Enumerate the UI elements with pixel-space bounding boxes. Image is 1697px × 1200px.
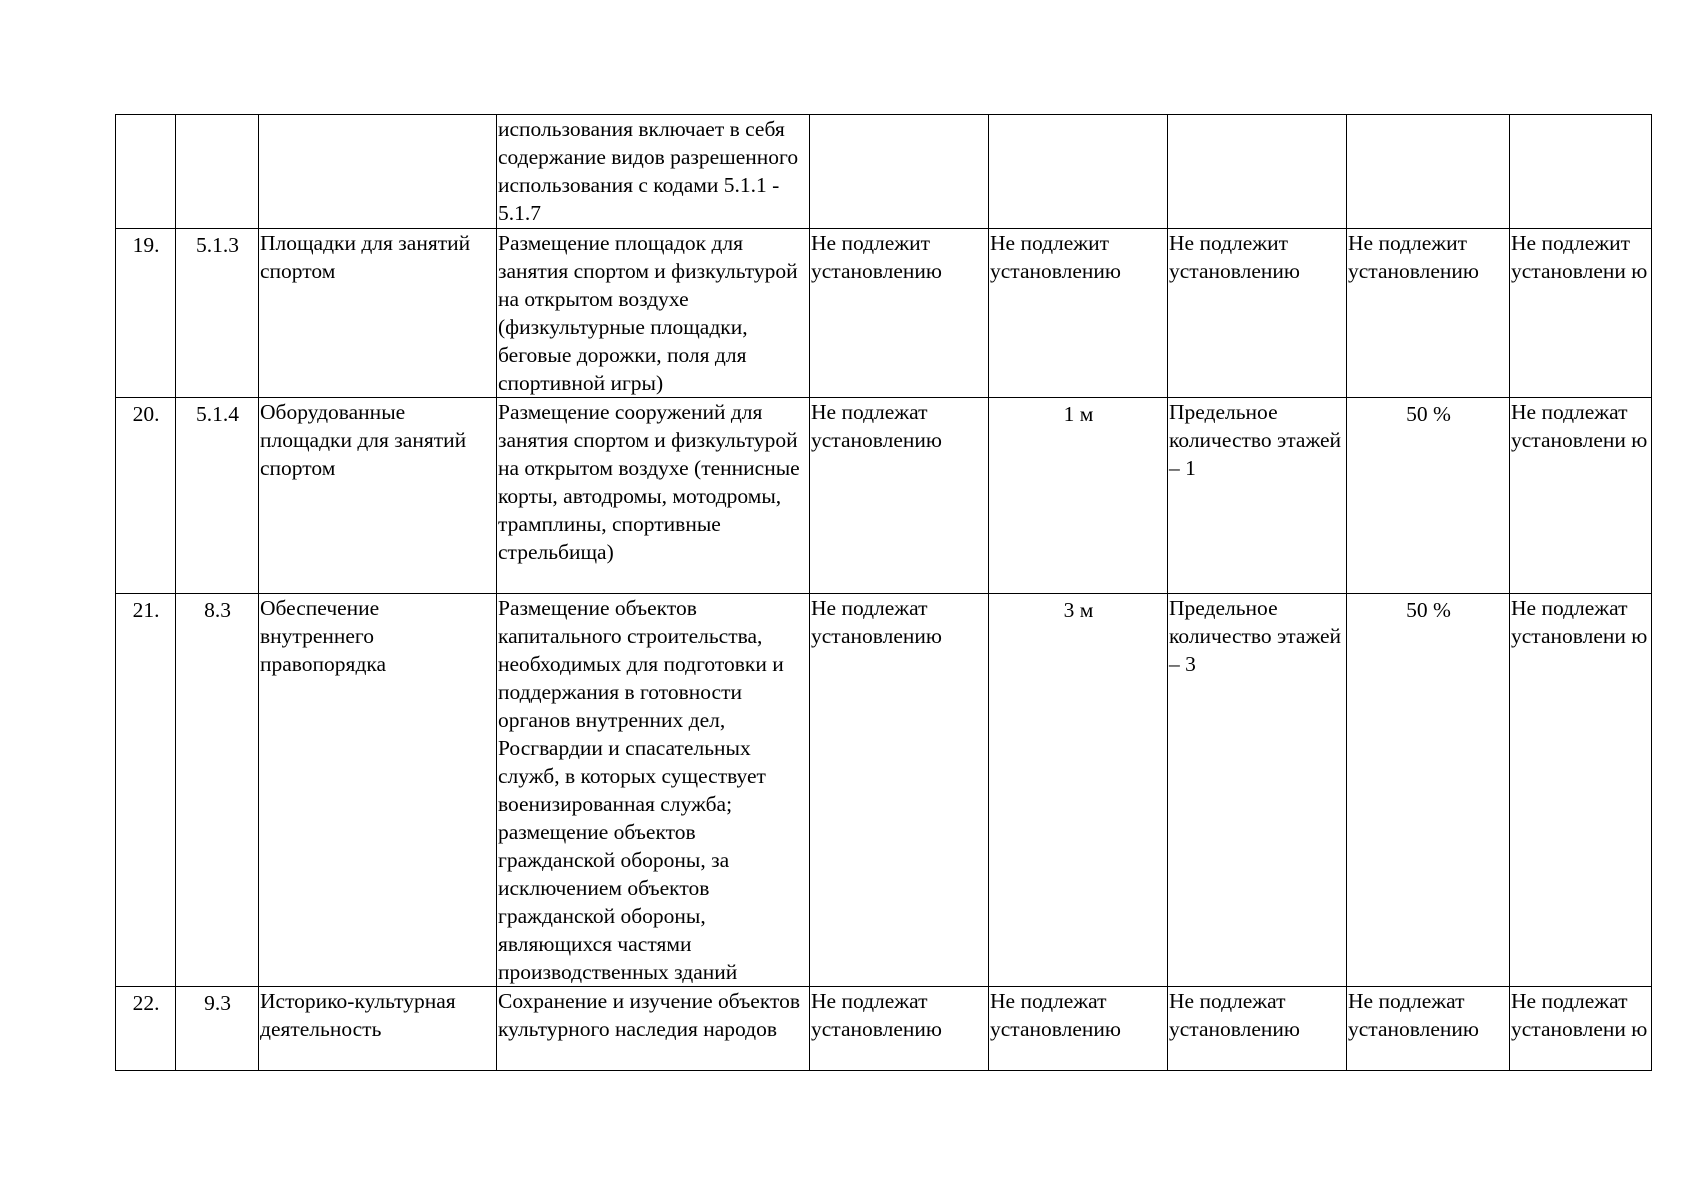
name-cell (259, 229, 497, 398)
use-description: Размещение площадок для занятия спортом и физкультурой на открытом воздухе (физкультурные площадки, беговые дорожки, поля для спортивной игры) (498, 231, 798, 395)
param-cell-8 (1347, 115, 1510, 229)
param-cell-6 (989, 229, 1168, 398)
param-cell-5 (810, 594, 989, 987)
description-cell (497, 987, 810, 1071)
use-name: Историко-культурная деятельность (260, 989, 456, 1041)
param-cell-8 (1347, 398, 1510, 594)
row-number-cell (116, 229, 176, 398)
param-cell-9 (1510, 398, 1652, 594)
param-value-9: Не подлежат установлени ю (1511, 596, 1648, 648)
row-number-cell (116, 115, 176, 229)
table-row (116, 987, 1652, 1071)
description-cell (497, 115, 810, 229)
param-cell-6 (989, 115, 1168, 229)
param-value-8: 50 % (1406, 598, 1451, 622)
param-value-5: Не подлежат установлению (811, 989, 942, 1041)
param-value-9: Не подлежат установлени ю (1511, 989, 1648, 1041)
code-cell (176, 398, 259, 594)
param-cell-7 (1168, 594, 1347, 987)
use-code: 5.1.3 (196, 233, 239, 257)
table-row (116, 115, 1652, 229)
param-cell-5 (810, 229, 989, 398)
use-description: использования включает в себя содержание видов разрешенного использования с кодами 5.1.1 - 5.1.7 (498, 117, 799, 225)
param-value-9: Не подлежит установлени ю (1511, 231, 1648, 283)
param-cell-5 (810, 987, 989, 1071)
row-number: 19. (132, 233, 160, 257)
table-row (116, 398, 1652, 594)
param-value-8: Не подлежат установлению (1348, 989, 1479, 1041)
param-value-7: Не подлежат установлению (1169, 989, 1300, 1041)
param-value-6: Не подлежит установлению (990, 231, 1121, 283)
table-row (116, 229, 1652, 398)
code-cell (176, 594, 259, 987)
param-value-7: Предельное количество этажей – 1 (1169, 400, 1342, 480)
param-cell-5 (810, 398, 989, 594)
use-name: Обеспечение внутреннего правопорядка (260, 596, 387, 676)
table-row (116, 594, 1652, 987)
param-value-7: Не подлежит установлению (1169, 231, 1300, 283)
param-value-5: Не подлежат установлению (811, 400, 942, 452)
use-name: Площадки для занятий спортом (260, 231, 471, 283)
use-name: Оборудованные площадки для занятий спортом (260, 400, 467, 480)
row-number-cell (116, 594, 176, 987)
description-cell (497, 398, 810, 594)
use-description: Сохранение и изучение объектов культурного наследия народов (498, 989, 801, 1041)
param-cell-7 (1168, 398, 1347, 594)
param-value-7: Предельное количество этажей – 3 (1169, 596, 1342, 676)
param-cell-6 (989, 398, 1168, 594)
code-cell (176, 115, 259, 229)
regulations-table (115, 114, 1652, 1071)
param-value-5: Не подлежат установлению (811, 596, 942, 648)
code-cell (176, 987, 259, 1071)
param-value-8: Не подлежит установлению (1348, 231, 1479, 283)
use-code: 5.1.4 (196, 402, 239, 426)
use-code: 8.3 (204, 598, 231, 622)
description-cell (497, 229, 810, 398)
param-cell-7 (1168, 987, 1347, 1071)
name-cell (259, 398, 497, 594)
row-number: 20. (132, 402, 160, 426)
param-value-6: 3 м (1063, 598, 1094, 622)
name-cell (259, 115, 497, 229)
document-page (115, 114, 1652, 1071)
name-cell (259, 594, 497, 987)
param-cell-9 (1510, 229, 1652, 398)
param-cell-8 (1347, 229, 1510, 398)
use-description: Размещение сооружений для занятия спортом и физкультурой на открытом воздухе (теннисные корты, автодромы, мотодромы, трамплины, спортивные стрельбища) (498, 400, 800, 564)
param-value-6: 1 м (1063, 402, 1094, 426)
param-cell-8 (1347, 594, 1510, 987)
param-value-6: Не подлежат установлению (990, 989, 1121, 1041)
param-cell-5 (810, 115, 989, 229)
code-cell (176, 229, 259, 398)
param-cell-7 (1168, 229, 1347, 398)
param-value-9: Не подлежат установлени ю (1511, 400, 1648, 452)
row-number: 21. (132, 598, 160, 622)
param-cell-7 (1168, 115, 1347, 229)
row-number-cell (116, 987, 176, 1071)
use-description: Размещение объектов капитального строительства, необходимых для подготовки и поддержания в готовности органов внутренних дел, Росгвардии и спасательных служб, в которых существует военизированная служба; размещение объектов гражданской обороны, за исключением объектов гражданской обороны, являющихся частями производственных зданий (498, 596, 784, 984)
description-cell (497, 594, 810, 987)
param-value-5: Не подлежит установлению (811, 231, 942, 283)
param-cell-6 (989, 594, 1168, 987)
row-number: 22. (132, 991, 160, 1015)
param-cell-9 (1510, 987, 1652, 1071)
param-value-8: 50 % (1406, 402, 1451, 426)
param-cell-8 (1347, 987, 1510, 1071)
param-cell-9 (1510, 115, 1652, 229)
name-cell (259, 987, 497, 1071)
param-cell-6 (989, 987, 1168, 1071)
row-number-cell (116, 398, 176, 594)
param-cell-9 (1510, 594, 1652, 987)
use-code: 9.3 (204, 991, 231, 1015)
